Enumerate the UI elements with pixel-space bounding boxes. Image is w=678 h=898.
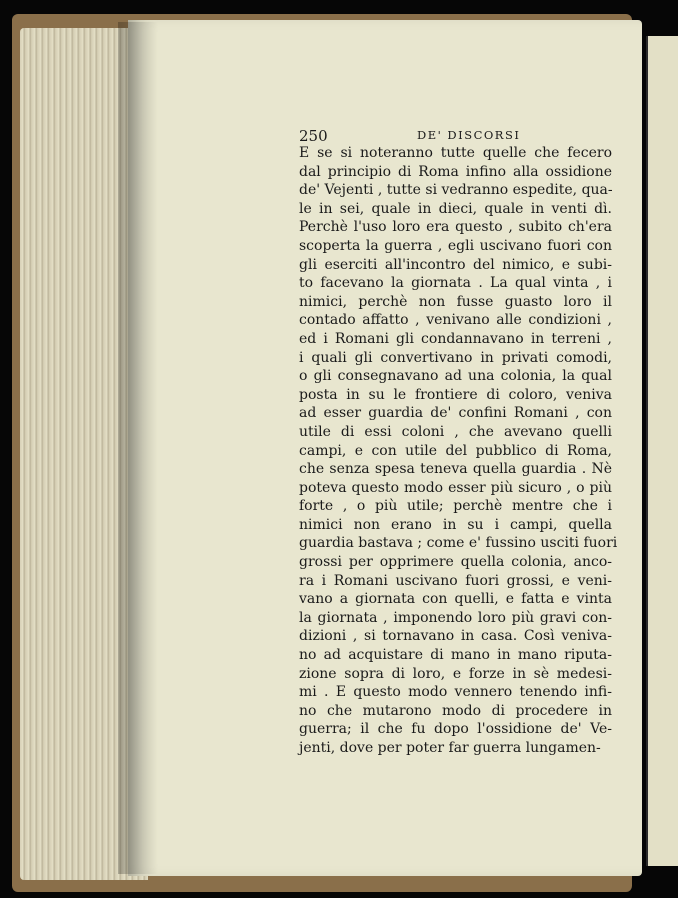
text-line: jenti, dove per poter far guerra lungamen- xyxy=(299,740,601,756)
text-line: che senza spesa teneva quella guardia . Nè xyxy=(299,461,612,478)
text-line: grossi per opprimere quella colonia, anco- xyxy=(299,554,612,571)
text-line: contado affatto , venivano alle condizioni , xyxy=(299,312,612,329)
page-number: 250 xyxy=(299,127,328,145)
body-text xyxy=(299,144,618,758)
text-line: nimici, perchè non fusse guasto loro il xyxy=(299,293,612,310)
text-line: ra i Romani uscivano fuori grossi, e veni- xyxy=(299,572,612,589)
gutter-shadow xyxy=(118,22,158,874)
text-line: E se si noteranno tutte quelle che fecero xyxy=(299,145,612,161)
text-line: vano a giornata con quelli, e fatta e vinta xyxy=(299,591,612,608)
text-line: ad esser guardia de' confini Romani , con xyxy=(299,405,612,422)
running-title: DE' DISCORSI xyxy=(417,128,521,142)
text-line: no ad acquistare di mano in mano riputa- xyxy=(299,647,612,664)
text-line: guardia bastava ; come e' fussino usciti fuori xyxy=(299,535,618,552)
running-head xyxy=(299,127,611,145)
text-line: to facevano la giornata . La qual vinta , i xyxy=(299,275,612,292)
text-line: posta in su le frontiere di coloro, veniva xyxy=(299,386,612,403)
text-line: utile di essi coloni , che avevano quelli xyxy=(299,423,612,440)
text-line: dizioni , si tornavano in casa. Così veniva- xyxy=(299,628,612,645)
text-line: Perchè l'uso loro era questo , subito ch'era xyxy=(299,219,612,236)
text-line: nimici non erano in su i campi, quella xyxy=(299,516,612,533)
opposite-page-edge xyxy=(646,36,678,866)
text-line: gli eserciti all'incontro del nimico, e subi- xyxy=(299,256,612,273)
text-line: scoperta la guerra , egli uscivano fuori con xyxy=(299,237,612,254)
text-line: la giornata , imponendo loro più gravi con- xyxy=(299,609,612,626)
text-line: no che mutarono modo di procedere in xyxy=(299,702,612,719)
text-line: o gli consegnavano ad una colonia, la qual xyxy=(299,368,612,385)
text-line: dal principio di Roma infino alla ossidione xyxy=(299,163,612,180)
text-line: mi . E questo modo vennero tenendo infi- xyxy=(299,684,612,701)
text-line: poteva questo modo esser più sicuro , o più xyxy=(299,479,612,496)
text-line: de' Vejenti , tutte si vedranno espedite, qua- xyxy=(299,182,613,199)
text-line: campi, e con utile del pubblico di Roma, xyxy=(299,442,612,459)
text-line: ed i Romani gli condannavano in terreni , xyxy=(299,330,612,347)
text-line: guerra; il che fu dopo l'ossidione de' Ve- xyxy=(299,721,612,738)
text-line: zione sopra di loro, e forze in sè medesi- xyxy=(299,665,612,682)
text-line: forte , o più utile; perchè mentre che i xyxy=(299,498,612,515)
text-line: le in sei, quale in dieci, quale in venti dì. xyxy=(299,200,612,217)
text-line: i quali gli convertivano in privati comodi, xyxy=(299,349,612,366)
